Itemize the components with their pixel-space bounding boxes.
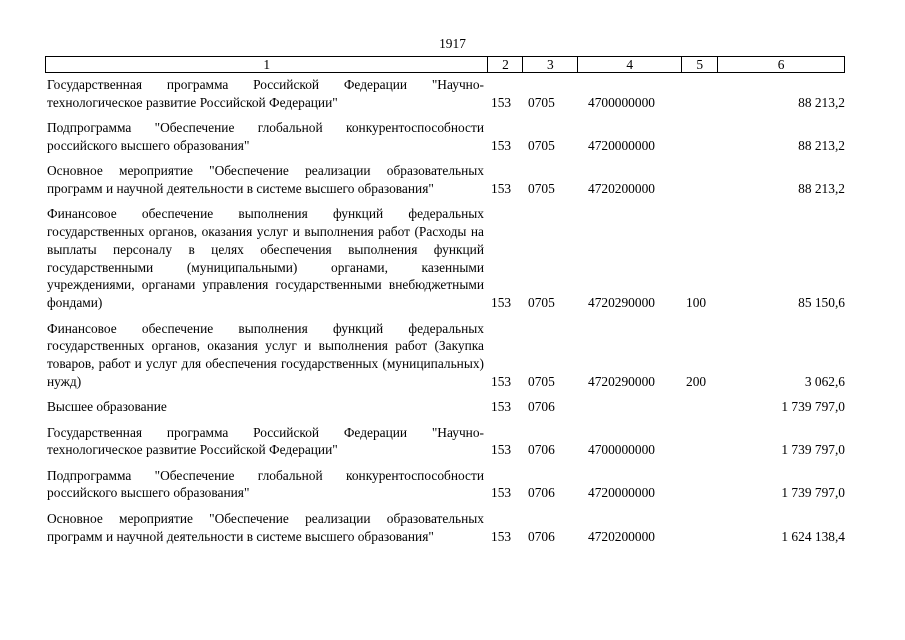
row-target-article: 4700000000 (588, 94, 655, 110)
row-name: Высшее образование (47, 399, 167, 415)
row-grp: 153 (491, 442, 512, 458)
row-grp: 153 (491, 373, 512, 389)
row-grp: 153 (491, 528, 512, 544)
row-section: 0706 (528, 442, 555, 458)
row-amount: 1 739 797,0 (781, 442, 845, 458)
header-col-5: 5 (682, 57, 718, 72)
row-expense-type: 100 (686, 295, 707, 311)
row-amount: 3 062,6 (804, 373, 845, 389)
table-row (47, 424, 845, 460)
row-amount: 1 624 138,4 (781, 528, 845, 544)
header-col-3: 3 (523, 57, 578, 72)
table-body (47, 76, 845, 553)
row-amount: 85 150,6 (798, 295, 845, 311)
table-row (47, 119, 845, 155)
row-section: 0705 (528, 295, 555, 311)
row-grp: 153 (491, 137, 512, 153)
table-row (47, 162, 845, 198)
row-name: Основное мероприятие "Обеспечение реализации образовательных программ и научной деятельности в системе высшего образования" (47, 163, 484, 196)
row-grp: 153 (491, 295, 512, 311)
row-target-article: 4720290000 (588, 373, 655, 389)
row-target-article: 4720290000 (588, 295, 655, 311)
row-name: Основное мероприятие "Обеспечение реализации образовательных программ и научной деятельности в системе высшего образования" (47, 510, 484, 544)
row-name: Финансовое обеспечение выполнения функций федеральных государственных органов, оказания услуг и выполнения работ (Расходы на выплаты персоналу в целях обеспечения выполнения функций государственными (муниципальными) органами, казенными учреждениями, органами управления государственными внебюджетными фондами) (47, 206, 484, 311)
row-section: 0705 (528, 373, 555, 389)
row-section: 0705 (528, 137, 555, 153)
row-grp: 153 (491, 399, 512, 415)
row-expense-type: 200 (686, 373, 707, 389)
row-name: Подпрограмма "Обеспечение глобальной конкурентоспособности российского высшего образования" (47, 467, 484, 501)
row-amount: 1 739 797,0 (781, 485, 845, 501)
table-row (47, 76, 845, 112)
row-grp: 153 (491, 180, 512, 196)
row-section: 0706 (528, 528, 555, 544)
table-header (45, 56, 845, 73)
table-row (47, 398, 845, 416)
row-amount: 1 739 797,0 (781, 399, 845, 415)
header-col-1: 1 (46, 57, 488, 72)
row-name: Финансовое обеспечение выполнения функций федеральных государственных органов, оказания услуг и выполнения работ (Закупка товаров, работ и услуг для обеспечения государственных (муниципальных) нужд) (47, 320, 484, 389)
header-col-4: 4 (578, 57, 682, 72)
row-amount: 88 213,2 (798, 94, 845, 110)
row-grp: 153 (491, 94, 512, 110)
row-name: Государственная программа Российской Федерации "Научно-технологическое развитие Российской Федерации" (47, 77, 484, 110)
page-number: 1917 (439, 36, 466, 51)
table-row (47, 205, 845, 312)
row-name: Подпрограмма "Обеспечение глобальной конкурентоспособности российского высшего образования" (47, 120, 484, 153)
row-target-article: 4700000000 (588, 442, 655, 458)
row-grp: 153 (491, 485, 512, 501)
header-col-6: 6 (718, 57, 845, 72)
row-name: Государственная программа Российской Федерации "Научно-технологическое развитие Российской Федерации" (47, 424, 484, 458)
table-row (47, 467, 845, 503)
row-target-article: 4720000000 (588, 137, 655, 153)
table-row (47, 320, 845, 391)
header-col-2: 2 (488, 57, 523, 72)
table-row (47, 510, 845, 546)
row-amount: 88 213,2 (798, 137, 845, 153)
row-section: 0706 (528, 485, 555, 501)
row-section: 0706 (528, 399, 555, 415)
row-section: 0705 (528, 180, 555, 196)
row-target-article: 4720200000 (588, 180, 655, 196)
row-target-article: 4720200000 (588, 528, 655, 544)
row-section: 0705 (528, 94, 555, 110)
row-target-article: 4720000000 (588, 485, 655, 501)
row-amount: 88 213,2 (798, 180, 845, 196)
